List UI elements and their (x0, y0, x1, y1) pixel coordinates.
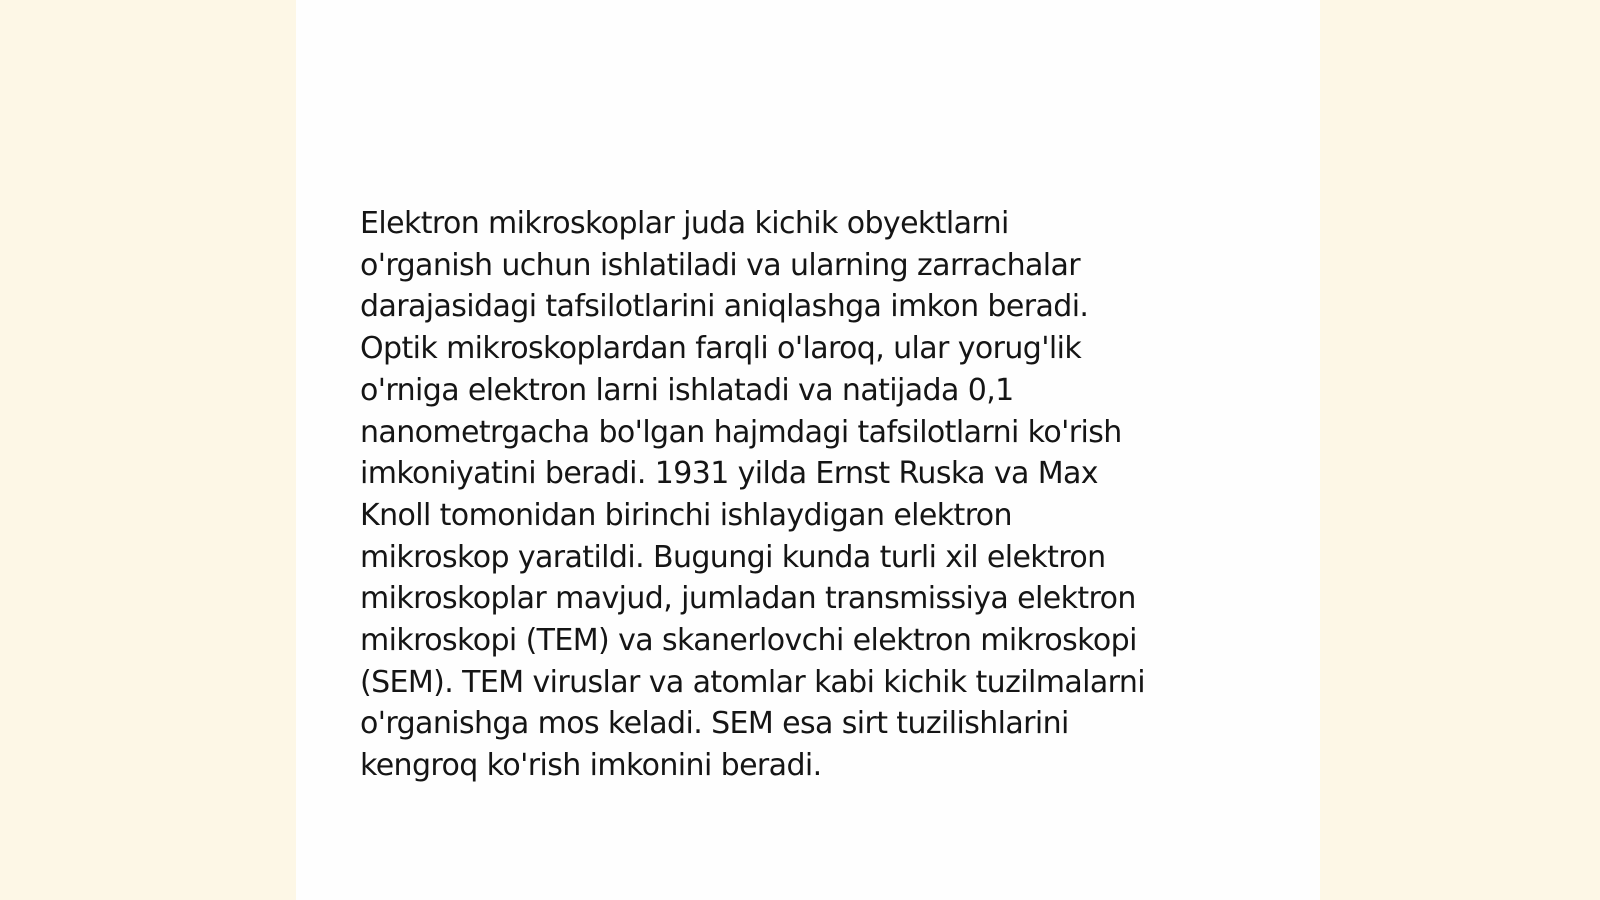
paragraph-line-13: o'rganishga mos keladi. SEM esa sirt tuzilishlarini (360, 706, 1069, 742)
paragraph-line-3: darajasidagi tafsilotlarini aniqlashga imkon beradi. (360, 289, 1089, 325)
paragraph-line-8: Knoll tomonidan birinchi ishlaydigan elektron (360, 497, 1012, 533)
paragraph-line-1: Elektron mikroskoplar juda kichik obyektlarni (360, 206, 1009, 241)
paragraph-line-4: Optik mikroskoplardan farqli o'laroq, ular yorug'lik (360, 331, 1082, 367)
paragraph-line-2: o'rganish uchun ishlatiladi va ularning zarrachalar (360, 247, 1081, 283)
paragraph-line-9: mikroskop yaratildi. Bugungi kunda turli xil elektron (360, 539, 1106, 575)
paragraph-line-7: imkoniyatini beradi. 1931 yilda Ernst Ruska va Max (360, 456, 1098, 492)
body-paragraph (360, 203, 1260, 787)
paragraph-line-6: nanometrgacha bo'lgan hajmdagi tafsilotlarni ko'rish (360, 414, 1122, 450)
document-page (296, 0, 1320, 900)
paragraph-line-11: mikroskopi (TEM) va skanerlovchi elektron mikroskopi (360, 623, 1137, 659)
paragraph-line-14: kengroq ko'rish imkonini beradi. (360, 748, 822, 784)
paragraph-line-10: mikroskoplar mavjud, jumladan transmissiya elektron (360, 581, 1136, 617)
paragraph-line-12: (SEM). TEM viruslar va atomlar kabi kichik tuzilmalarni (360, 664, 1145, 700)
paragraph-line-5: o'rniga elektron larni ishlatadi va natijada 0,1 (360, 372, 1014, 408)
